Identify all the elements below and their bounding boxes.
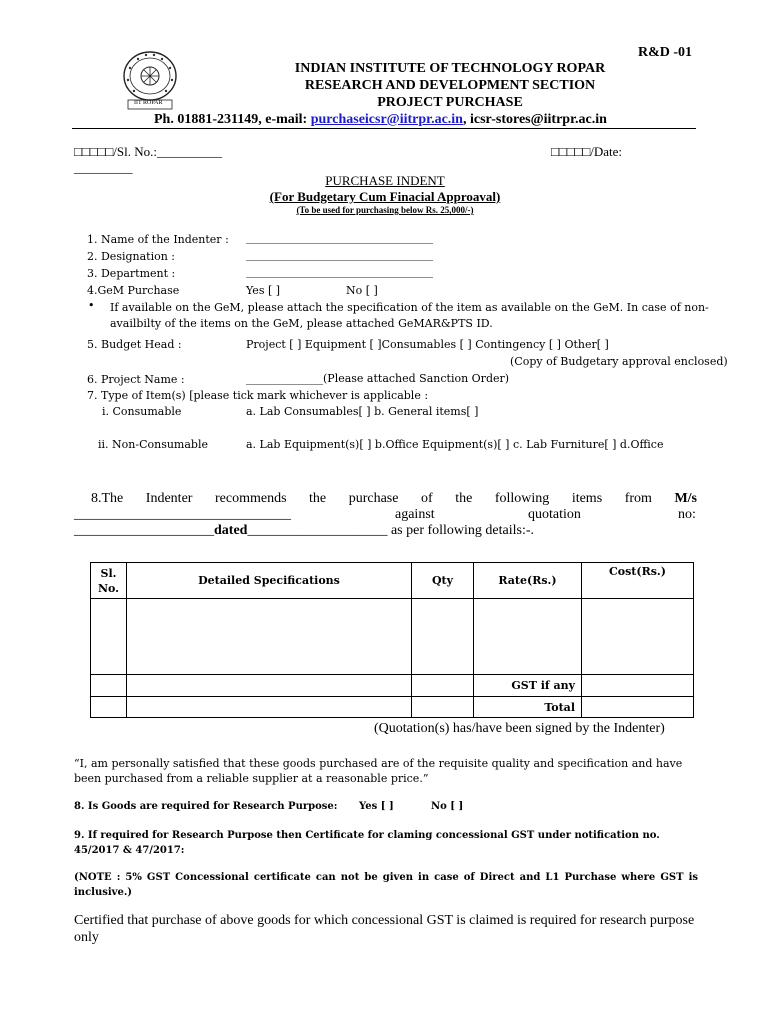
institute-name: INDIAN INSTITUTE OF TECHNOLOGY ROPAR	[294, 61, 606, 76]
designation-label: 2. Designation :	[87, 250, 176, 263]
indenter-label: 1. Name of the Indenter :	[87, 233, 229, 246]
recommend-word: of	[420, 491, 433, 506]
date-field[interactable]	[551, 144, 622, 160]
recommend-word: 8.The	[91, 491, 124, 506]
recommend-word: purchase	[348, 491, 399, 506]
budget-options[interactable]: Project [ ] Equipment [ ]Consumables [ ] Contingency [ ] Other[ ]	[246, 338, 609, 351]
satisfaction-statement: “I, am personally satisfied that these goods purchased are of the requisite quality and specification and have been purchased from a reliable supplier at a reasonable price.”	[74, 757, 683, 785]
recommend-word: from	[624, 491, 652, 506]
serial-continuation: _________	[74, 160, 133, 175]
logo-text: IIT ROPAR	[134, 100, 163, 106]
quotation-date-input[interactable]: ____________________	[247, 523, 388, 538]
bullet-icon: •	[88, 299, 95, 312]
quotation-signed-note: (Quotation(s) has/have been signed by the Indenter)	[374, 721, 665, 736]
gem-yes-checkbox[interactable]: Yes [ ]	[246, 284, 281, 297]
consumable-options[interactable]: a. Lab Consumables[ ] b. General items[ ]	[246, 405, 479, 418]
details-tail: as per following details:-.	[387, 523, 535, 538]
serial-label: /Sl. No.:__________	[113, 144, 222, 159]
quotation-no-label: no:	[678, 507, 696, 522]
dated-label: dated	[214, 523, 248, 538]
gst-label: GST if any	[474, 675, 582, 697]
research-yes-checkbox[interactable]: Yes [ ]	[359, 801, 394, 812]
page-title: PROJECT PURCHASE	[377, 95, 523, 110]
items-table	[90, 562, 694, 718]
cell-rate[interactable]	[474, 599, 582, 675]
header-divider	[72, 128, 696, 129]
project-label: 6. Project Name :	[87, 373, 185, 386]
indenter-input[interactable]: __________________________________	[246, 231, 433, 244]
form-subtitle: (For Budgetary Cum Finacial Approaval)	[269, 189, 501, 204]
budget-label: 5. Budget Head :	[87, 338, 182, 351]
phone-text: Ph. 01881-231149, e-mail:	[154, 112, 308, 127]
recommend-word: Indenter	[145, 491, 193, 506]
col-sl-header: Sl. No.	[91, 563, 127, 599]
designation-input[interactable]: __________________________________	[246, 248, 433, 261]
gst-row	[91, 675, 694, 697]
table-row	[91, 599, 694, 675]
nonconsumable-label: ii. Non-Consumable	[98, 438, 208, 451]
quotation-no-input[interactable]: ____________________	[74, 523, 214, 538]
consumable-label: i. Consumable	[102, 405, 182, 418]
col-rate-header: Rate(Rs.)	[474, 563, 582, 599]
cell-spec[interactable]	[127, 599, 412, 675]
recommend-word: items	[571, 491, 603, 506]
gem-no-checkbox[interactable]: No [ ]	[346, 284, 378, 297]
recommend-word: the	[309, 491, 327, 506]
date-hindi-label: □□□□□	[551, 144, 591, 159]
col-cost-header: Cost(Rs.)	[582, 563, 694, 599]
type-label: 7. Type of Item(s) [please tick mark whichever is applicable :	[87, 389, 429, 402]
email-link-primary[interactable]: purchaseicsr@iitrpr.ac.in	[310, 112, 463, 127]
project-input[interactable]: ______________(Please attached Sanction Order)	[246, 372, 510, 385]
date-label: /Date:	[590, 144, 623, 159]
gem-label: 4.GeM Purchase	[87, 284, 180, 297]
department-label: 3. Department :	[87, 267, 176, 280]
vendor-name-input[interactable]: _______________________________	[74, 507, 291, 522]
quotation-line	[74, 523, 534, 539]
quotation-text: quotation	[528, 507, 581, 522]
form-note: (To be used for purchasing below Rs. 25,000/-)	[296, 205, 474, 215]
recommend-word: the	[455, 491, 473, 506]
contact-line	[154, 112, 607, 128]
email-secondary: , icsr-stores@iitrpr.ac.in	[462, 112, 607, 127]
section-name: RESEARCH AND DEVELOPMENT SECTION	[304, 78, 596, 93]
gst-note: (NOTE : 5% GST Concessional certificate can not be given in case of Direct and L1 Purchase where GST is inclusive.)	[74, 872, 698, 898]
cell-cost[interactable]	[582, 599, 694, 675]
research-certification: Certified that purchase of above goods for which concessional GST is claimed is required for research purpose only	[74, 913, 695, 945]
gst-certificate-heading: 9. If required for Research Purpose then Certificate for claming concessional GST under notification no. 45/2017 & 47/2017:	[74, 830, 660, 856]
col-qty-header: Qty	[412, 563, 474, 599]
form-title: PURCHASE INDENT	[325, 173, 445, 188]
col-spec-header: Detailed Specifications	[127, 563, 412, 599]
total-value[interactable]	[582, 697, 694, 718]
recommend-word: following	[494, 491, 550, 506]
serial-hindi-label: □□□□□	[74, 144, 114, 159]
gst-value[interactable]	[582, 675, 694, 697]
cell-sl[interactable]	[91, 599, 127, 675]
nonconsumable-options[interactable]: a. Lab Equipment(s)[ ] b.Office Equipment(s)[ ] c. Lab Furniture[ ] d.Office	[246, 438, 664, 451]
recommend-line	[91, 491, 697, 507]
gem-note: If available on the GeM, please attach the specification of the item as available on the GeM. In case of non-availbilty of the items on the GeM, please attached GeMAR&PTS ID.	[110, 301, 709, 330]
recommend-word: recommends	[214, 491, 287, 506]
department-input[interactable]: __________________________________	[246, 265, 433, 278]
cell-qty[interactable]	[412, 599, 474, 675]
against-text: against	[395, 507, 435, 522]
institute-logo	[108, 50, 192, 112]
total-label: Total	[474, 697, 582, 718]
budget-note: (Copy of Budgetary approval enclosed)	[510, 355, 728, 368]
vendor-ms: M/s	[674, 491, 697, 506]
research-no-checkbox[interactable]: No [ ]	[431, 801, 464, 812]
research-purpose-label: 8. Is Goods are required for Research Purpose:	[74, 801, 338, 812]
table-header-row	[91, 563, 694, 599]
total-row	[91, 697, 694, 718]
serial-field[interactable]	[74, 144, 222, 160]
doc-code: R&D -01	[638, 45, 693, 60]
